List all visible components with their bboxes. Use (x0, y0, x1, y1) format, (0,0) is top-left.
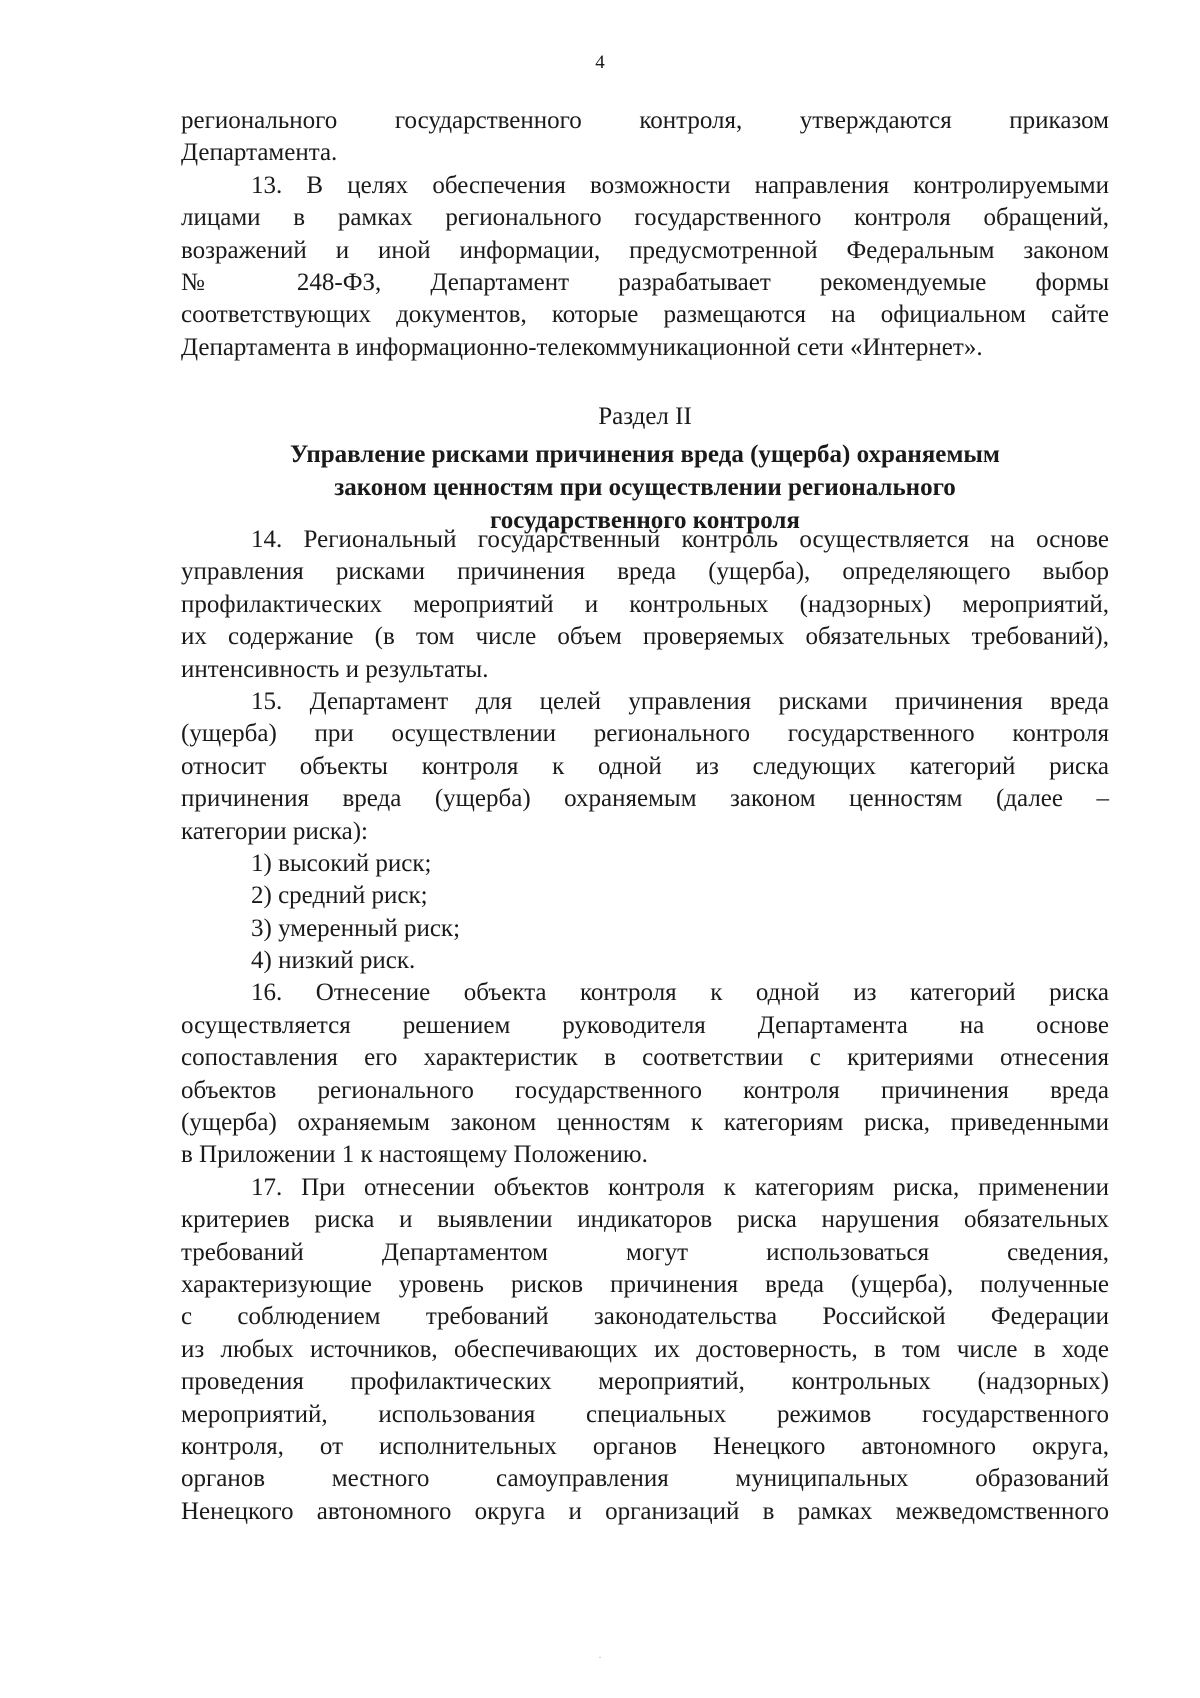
text-line: 14. Региональный государственный контроль осуществляется на основе (251, 526, 1109, 553)
text-line: 13. В целях обеспечения возможности направления контролируемыми (251, 171, 1109, 199)
text-line: 16. Отнесение объекта контроля к одной из категорий риска (251, 979, 1109, 1007)
text-line: характеризующие уровень рисков причинения вреда (ущерба), полученные (181, 1270, 1109, 1298)
text-line: объектов регионального государственного контроля причинения вреда (181, 1076, 1109, 1104)
text-line: относит объекты контроля к одной из следующих категорий риска (181, 752, 1109, 780)
text-line: мероприятий, использования специальных режимов государственного (181, 1400, 1109, 1428)
text-line: их содержание (в том числе объем проверяемых обязательных требований), (181, 623, 1109, 651)
section-title-line: законом ценностям при осуществлении регионального (334, 474, 956, 501)
paragraphs-block-1 (181, 105, 1109, 364)
text-line: 4) низкий риск. (251, 947, 416, 975)
text-line: № 248-ФЗ, Департамент разрабатывает рекомендуемые формы (181, 268, 1109, 296)
text-line: из любых источников, обеспечивающих их достоверность, в том числе в ходе (181, 1335, 1109, 1363)
text-line: с соблюдением требований законодательства Российской Федерации (181, 1303, 1109, 1331)
text-line: причинения вреда (ущерба) охраняемым законом ценностям (далее – (181, 785, 1109, 813)
section-title (0, 438, 1200, 537)
text-line: 15. Департамент для целей управления рисками причинения вреда (251, 687, 1109, 715)
bottom-mark: · (598, 1650, 602, 1664)
text-line: осуществляется решением руководителя Департамента на основе (181, 1011, 1109, 1039)
section-title-line: Управление рисками причинения вреда (ущерба) охраняемым (290, 441, 1000, 468)
page-number: 4 (595, 52, 605, 73)
text-line: контроля, от исполнительных органов Ненецкого автономного округа, (181, 1432, 1109, 1460)
text-line: регионального государственного контроля, утверждаются приказом (181, 107, 1109, 134)
text-line: сопоставления его характеристик в соответствии с критериями отнесения (181, 1044, 1109, 1072)
text-line: интенсивность и результаты. (181, 655, 489, 683)
text-line: критериев риска и выявлении индикаторов риска нарушения обязательных (181, 1206, 1109, 1234)
paragraphs-block-2 (181, 524, 1109, 1528)
text-line: Департамента в информационно-телекоммуникационной сети «Интернет». (181, 333, 983, 361)
text-line: (ущерба) охраняемым законом ценностям к категориям риска, приведенными (181, 1109, 1109, 1137)
text-line: 1) высокий риск; (251, 849, 432, 877)
text-line: 17. При отнесении объектов контроля к категориям риска, применении (251, 1173, 1109, 1201)
section-number: Раздел II (598, 403, 692, 430)
text-line: органов местного самоуправления муниципальных образований (181, 1465, 1109, 1493)
text-line: в Приложении 1 к настоящему Положению. (181, 1141, 648, 1169)
text-line: 2) средний риск; (251, 882, 428, 910)
text-line: управления рисками причинения вреда (ущерба), определяющего выбор (181, 558, 1109, 586)
text-line: соответствующих документов, которые размещаются на официальном сайте (181, 301, 1109, 329)
text-line: возражений и иной информации, предусмотренной Федеральным законом (181, 236, 1109, 264)
text-line: требований Департаментом могут использоваться сведения, (181, 1238, 1109, 1266)
text-line: категории риска): (181, 817, 368, 845)
text-line: (ущерба) при осуществлении регионального государственного контроля (181, 720, 1109, 748)
text-line: Ненецкого автономного округа и организаций в рамках межведомственного (181, 1497, 1109, 1525)
text-line: 3) умеренный риск; (251, 914, 461, 942)
section-title-line: государственного контроля (490, 507, 800, 534)
text-line: проведения профилактических мероприятий, контрольных (надзорных) (181, 1368, 1109, 1396)
text-line: профилактических мероприятий и контрольных (надзорных) мероприятий, (181, 590, 1109, 618)
text-line: лицами в рамках регионального государственного контроля обращений, (181, 204, 1109, 232)
text-line: Департамента. (181, 139, 338, 167)
